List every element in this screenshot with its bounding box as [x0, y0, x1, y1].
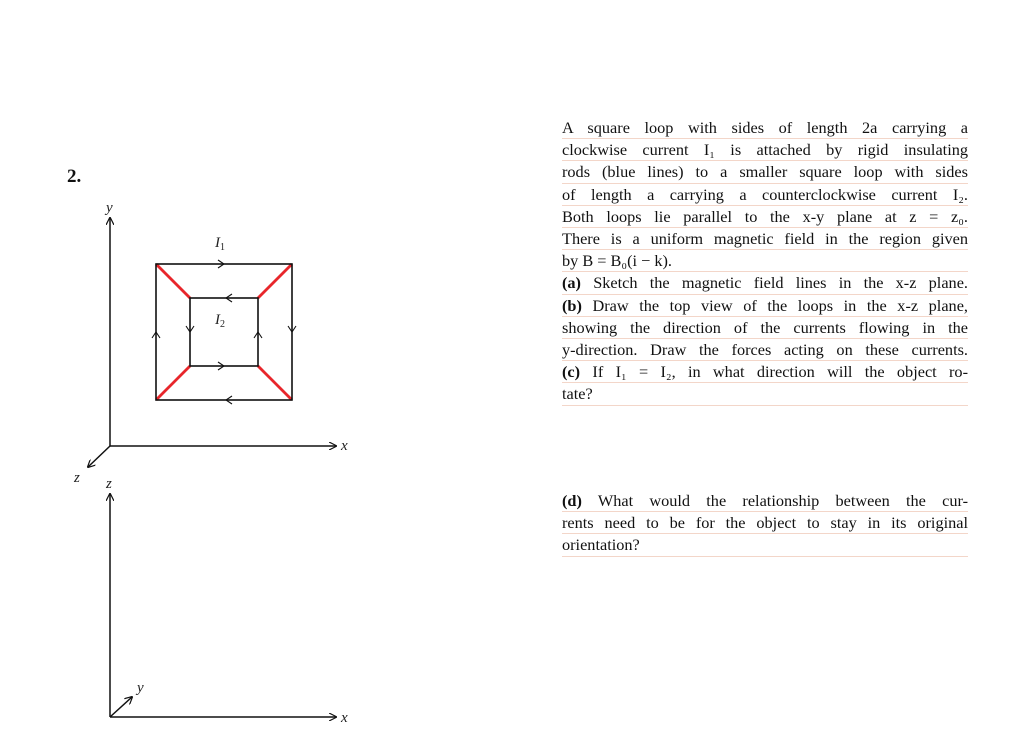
part-b — [562, 295, 968, 317]
text-line: tate? — [562, 383, 968, 405]
part-c — [562, 361, 968, 383]
top-y-label: y — [106, 200, 113, 216]
top-z-axis — [88, 446, 110, 467]
text-line: by B = B₀(i − k). — [562, 250, 968, 272]
top-axes — [73, 200, 348, 486]
text-line: rents need to be for the object to stay in its original — [562, 512, 968, 534]
bottom-z-label: z — [106, 476, 112, 492]
part-b-label: (b) — [562, 295, 582, 315]
text-line: y-direction. Draw the forces acting on these currents. — [562, 339, 968, 361]
part-a — [562, 272, 968, 294]
part-a-text: Sketch the magnetic field lines in the x-z plane. — [593, 273, 968, 293]
problem-number: 2. — [67, 166, 82, 187]
rod-top-right — [258, 264, 292, 298]
text-line: There is a uniform magnetic field in the region given — [562, 228, 968, 250]
problem-statement — [562, 117, 968, 406]
current-label-i2: $I_2$ — [215, 312, 225, 330]
bottom-y-label: y — [137, 680, 144, 696]
top-z-label: z — [74, 470, 80, 486]
part-d-label: (d) — [562, 491, 582, 510]
part-b-text: Draw the top view of the loops in the x-z plane, — [592, 295, 968, 315]
text-line: A square loop with sides of length 2a carrying a — [562, 117, 968, 139]
rod-bottom-left — [156, 366, 190, 400]
text-line: clockwise current I₁ is attached by rigid insulating — [562, 139, 968, 161]
text-line: rods (blue lines) to a smaller square loop with sides — [562, 161, 968, 183]
part-d-text: What would the relationship between the cur- — [597, 491, 968, 510]
text-line: orientation? — [562, 534, 968, 556]
bottom-y-axis — [110, 697, 132, 717]
bottom-x-label: x — [341, 710, 348, 726]
text-line: Both loops lie parallel to the x-y plane at z = z₀. — [562, 206, 968, 228]
bottom-axes — [105, 476, 348, 726]
current-label-i1: $I_1$ — [215, 235, 225, 253]
inner-loop — [190, 298, 258, 366]
text-line: of length a carrying a counterclockwise current I₂. — [562, 184, 968, 206]
part-a-label: (a) — [562, 273, 581, 293]
part-d — [562, 490, 968, 512]
rod-bottom-right — [258, 366, 292, 400]
top-x-label: x — [341, 438, 348, 454]
text-line: showing the direction of the currents flowing in the — [562, 317, 968, 339]
part-c-text: If I₁ = I₂, in what direction will the object ro- — [592, 362, 968, 382]
rod-top-left — [156, 264, 190, 298]
loops — [152, 235, 296, 404]
part-c-label: (c) — [562, 362, 581, 382]
part-d-statement — [562, 490, 968, 557]
